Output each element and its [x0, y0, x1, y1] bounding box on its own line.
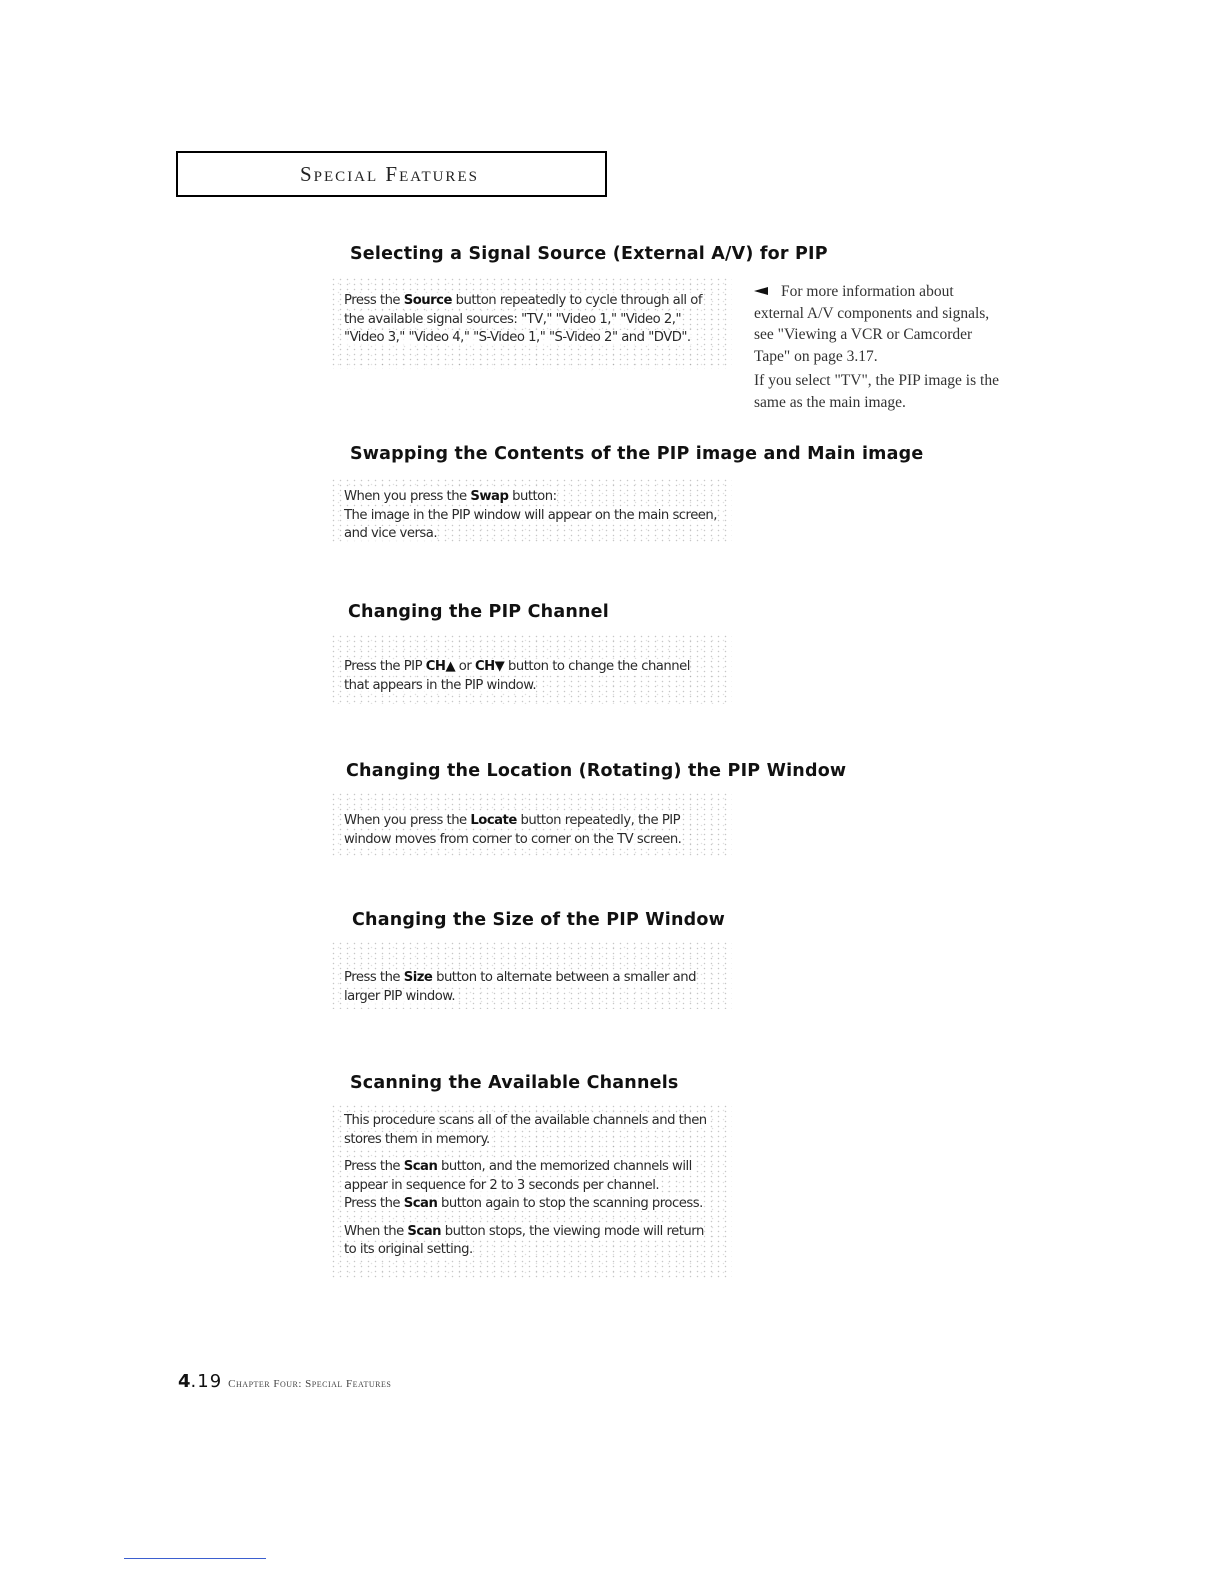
page-footer [178, 1371, 391, 1392]
text: "TV," "Video 1," "Video 2," "Video 3," "Video 4," "S-Video 1," "S-Video 2" and "DVD". [344, 311, 691, 345]
text: Press the [344, 1196, 404, 1211]
paragraph [344, 1158, 718, 1195]
section-body-locate [330, 792, 732, 858]
side-note-text: For more information about external A/V components and signals, see "Viewing a VCR or Camcorder Tape" on page 3.17. [754, 283, 990, 365]
button-name: Swap [470, 489, 509, 504]
text: button stops, the viewing mode will return to its original setting. [344, 1223, 704, 1257]
text: button, and the memorized channels will appear in sequence for 2 to 3 seconds per channel. [344, 1159, 692, 1193]
paragraph [344, 1112, 718, 1149]
paragraph [344, 488, 718, 507]
text: Press the [344, 293, 404, 308]
section-heading-signal-source: Selecting a Signal Source (External A/V) for PIP [350, 244, 828, 264]
side-note-paragraph [754, 370, 1004, 413]
section-heading-pip-channel: Changing the PIP Channel [348, 602, 609, 622]
text: This procedure scans all of the available channels and then stores them in memory. [344, 1113, 707, 1147]
button-name: Scan [403, 1159, 438, 1174]
side-note-paragraph [754, 281, 1004, 367]
text: The image in the PIP window will appear on the main screen, and vice versa. [344, 507, 717, 541]
text: Press the [344, 970, 404, 985]
paragraph [344, 1223, 718, 1260]
section-heading-scan: Scanning the Available Channels [350, 1073, 679, 1093]
text: Press the [344, 1159, 404, 1174]
side-note-text: If you select "TV", the PIP image is the same as the main image. [754, 372, 999, 411]
page-number [178, 1371, 222, 1392]
text: button again to stop the scanning process. [437, 1196, 703, 1211]
text: button repeatedly, the PIP window moves from corner to corner on the TV screen. [344, 813, 682, 847]
button-name: Scan [403, 1196, 438, 1211]
section-body-size [330, 941, 732, 1009]
paragraph [344, 969, 718, 1006]
text: button to change the channel that appears in the PIP window. [344, 659, 690, 693]
text: When you press the [344, 489, 471, 504]
section-heading-size: Changing the Size of the PIP Window [352, 910, 725, 930]
section-heading-locate: Changing the Location (Rotating) the PIP Window [346, 761, 847, 781]
text: button repeatedly to cycle through all of the available signal sources: [344, 293, 702, 327]
text: When the [344, 1223, 408, 1239]
section-heading-swap: Swapping the Contents of the PIP image and Main image [350, 444, 924, 464]
chapter-header-title: Special Features [300, 162, 479, 186]
text: or [455, 659, 475, 674]
text: button to alternate between a smaller and larger PIP window. [344, 970, 696, 1004]
text: Press the PIP [344, 659, 426, 674]
button-name: CH▼ [474, 659, 505, 674]
chapter-label: Chapter Four: Special Features [228, 1378, 392, 1390]
text: When you press the [344, 813, 471, 828]
button-name: Source [403, 293, 452, 308]
chapter-header-box [176, 151, 607, 197]
left-arrow-icon [754, 287, 768, 295]
paragraph [344, 812, 718, 849]
paragraph [344, 292, 718, 348]
button-name: Scan [407, 1223, 442, 1239]
paragraph [344, 658, 718, 695]
bottom-rule [124, 1558, 266, 1559]
page-number-major: 4 [178, 1371, 191, 1392]
page-number-minor: .19 [190, 1371, 223, 1392]
text: button: [508, 489, 557, 504]
section-body-pip-channel [330, 634, 732, 704]
paragraph [344, 507, 718, 544]
button-name: Locate [470, 813, 517, 828]
section-body-swap [330, 478, 732, 542]
section-body-scan [330, 1104, 732, 1278]
paragraph [344, 1195, 718, 1214]
side-note [754, 281, 1004, 413]
button-name: CH▲ [425, 659, 456, 674]
section-body-signal-source [330, 277, 732, 369]
button-name: Size [403, 970, 433, 985]
